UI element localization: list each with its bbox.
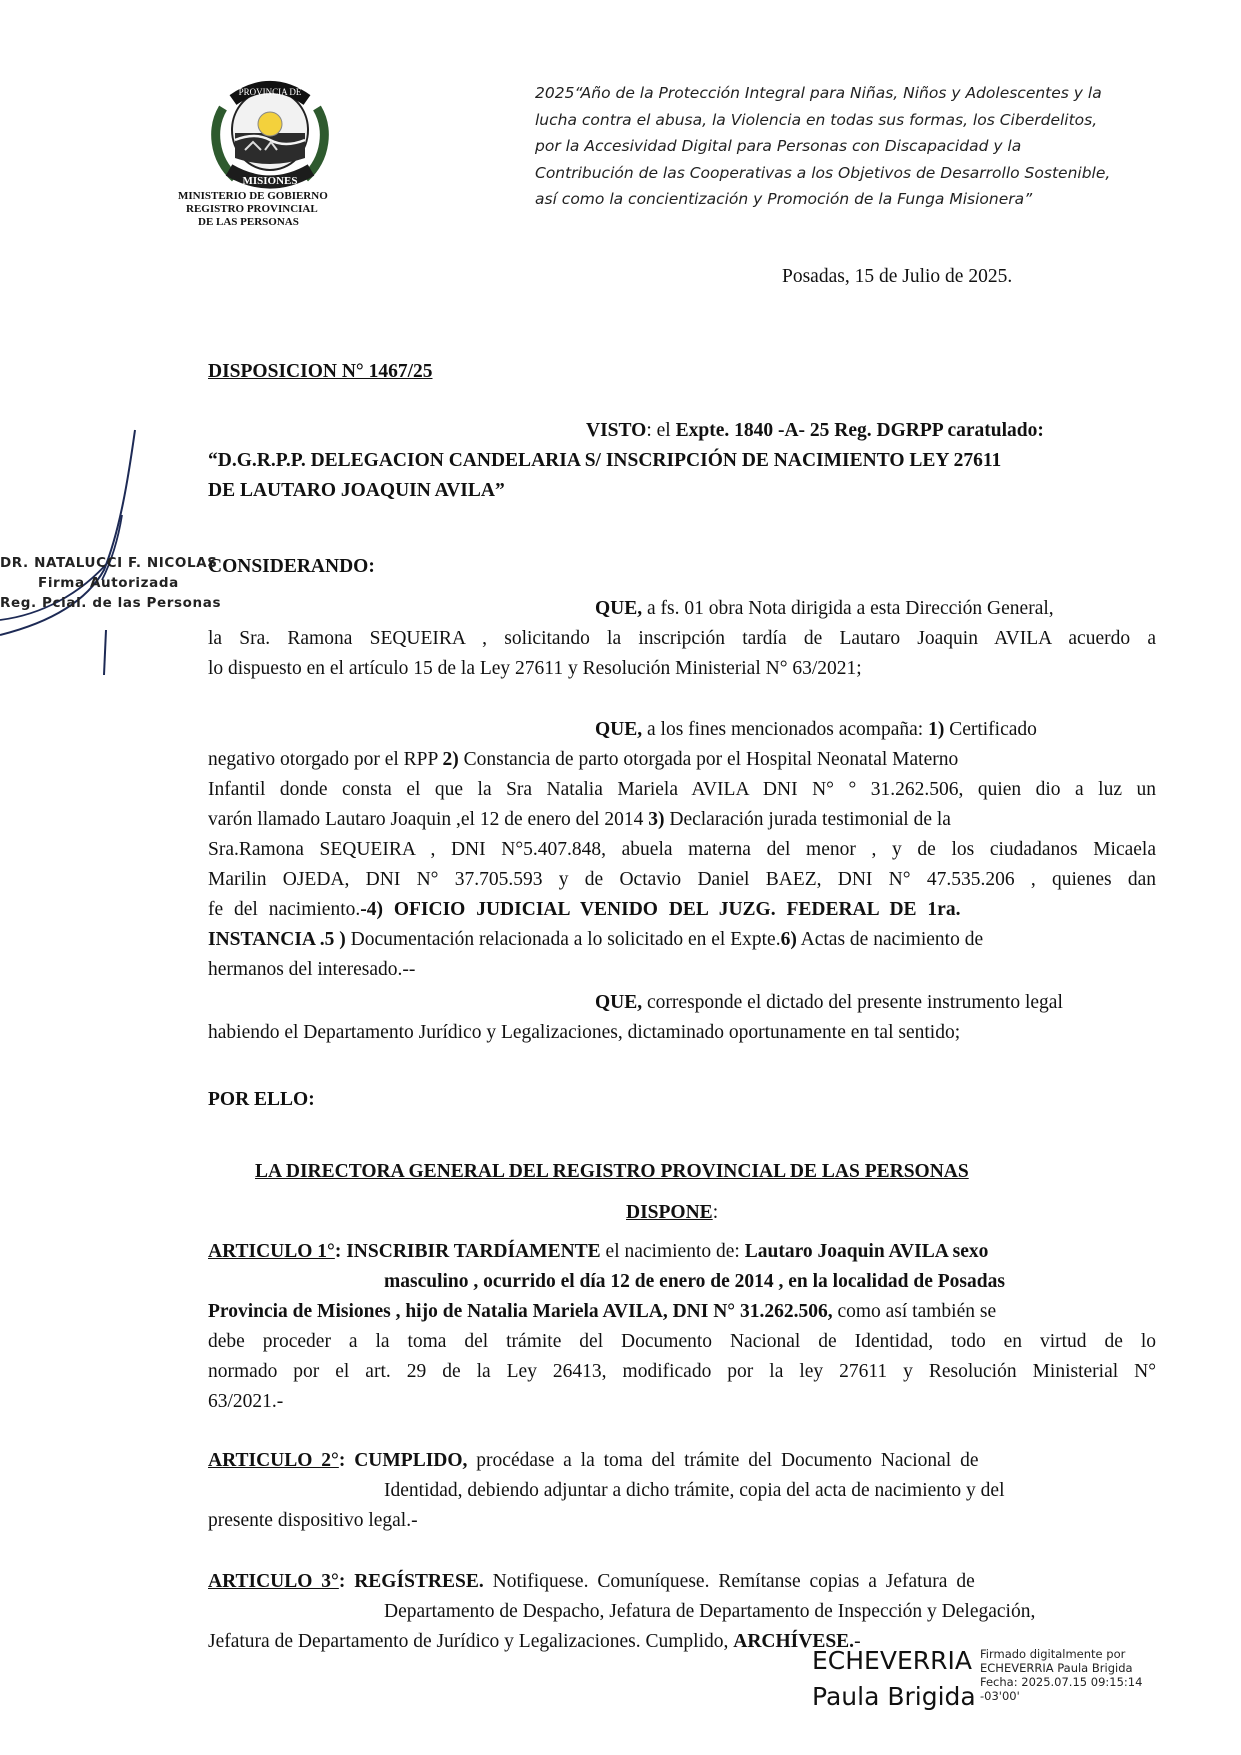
ministry-line: DE LAS PERSONAS	[198, 216, 299, 228]
document-date: Posadas, 15 de Julio de 2025.	[782, 266, 1013, 287]
motto-line: 2025“Año de la Protección Integral para Niñas, Niños y Adolescentes y la	[535, 84, 1102, 102]
motto-line: por la Accesividad Digital para Personas con Discapacidad y la	[535, 137, 1022, 155]
article-text: procédase a la toma del trámite del Documento Nacional de	[467, 1450, 979, 1471]
item-number: 3)	[648, 809, 665, 830]
motto-line: así como la concientización y Promoción de la Funga Misionera”	[535, 190, 1033, 208]
ministry-line: MINISTERIO DE GOBIERNO	[178, 190, 328, 202]
dispone-colon: :	[712, 1202, 719, 1223]
paragraph-text: a los fines mencionados acompaña:	[642, 719, 929, 740]
article-2-line-3: presente dispositivo legal.-	[208, 1510, 418, 1531]
article-colon: :	[338, 1450, 346, 1471]
paragraph-3-line-1	[595, 988, 1063, 1018]
svg-text:MISIONES: MISIONES	[242, 175, 298, 187]
directora-heading: LA DIRECTORA GENERAL DEL REGISTRO PROVINCIAL DE LAS PERSONAS	[255, 1161, 969, 1182]
article-1-label: ARTICULO 1°	[208, 1241, 335, 1262]
signature-meta-line: Firmado digitalmente por	[980, 1647, 1126, 1661]
year-motto	[535, 80, 1175, 213]
article-text: Jefatura de Departamento de Jurídico y Legalizaciones. Cumplido,	[208, 1631, 734, 1652]
paragraph-2-line-8	[208, 925, 1156, 955]
item-number: 1)	[928, 719, 945, 740]
article-2-action: CUMPLIDO,	[345, 1450, 468, 1471]
svg-text:PROVINCIA DE: PROVINCIA DE	[238, 87, 302, 97]
motto-line: Contribución de las Cooperativas a los Objetivos de Desarrollo Sostenible,	[535, 163, 1111, 182]
handwritten-initial-mark	[0, 420, 150, 680]
article-text: como así también se	[832, 1301, 997, 1322]
paragraph-2-line-4	[208, 805, 1156, 835]
paragraph-text: Constancia de parto otorgada por el Hospital Neonatal Materno	[458, 749, 959, 770]
expediente-number: Expte. 1840 -A- 25 Reg. DGRPP	[675, 420, 943, 441]
visto-line-1	[586, 416, 1044, 446]
paragraph-text: Documentación relacionada a lo solicitado en el Expte.	[345, 929, 781, 950]
dispone-label: DISPONE	[626, 1202, 713, 1223]
stamp-line: Reg. Pcial. de las Personas	[0, 595, 222, 611]
article-colon: :	[338, 1571, 346, 1592]
disposition-title: DISPOSICION N° 1467/25	[208, 361, 433, 382]
article-1-line-2: masculino , ocurrido el día 12 de enero de 2014 , en la localidad de Posadas	[384, 1271, 1005, 1292]
visto-line-2: “D.G.R.P.P. DELEGACION CANDELARIA S/ INSCRIPCIÓN DE NACIMIENTO LEY 27611	[208, 450, 1002, 471]
paragraph-2-line-9: hermanos del interesado.--	[208, 959, 416, 980]
paragraph-text: a fs. 01 obra Nota dirigida a esta Dirección General,	[642, 598, 1054, 619]
article-colon: :	[334, 1241, 342, 1262]
article-text: -	[854, 1631, 861, 1652]
archivese-label: ARCHÍVESE.	[733, 1631, 855, 1652]
article-1-action: INSCRIBIR TARDÍAMENTE	[341, 1241, 601, 1262]
paragraph-text: fe del nacimiento.	[208, 899, 361, 920]
article-1-line-5: normado por el art. 29 de la Ley 26413, modificado por la ley 27611 y Resolución Ministerial N°	[208, 1361, 1156, 1382]
visto-text: : el	[646, 420, 676, 441]
item-number: 2)	[442, 749, 459, 770]
article-1-name: Lautaro Joaquin AVILA sexo	[744, 1241, 989, 1262]
oficio-judicial: -4) OFICIO JUDICIAL VENIDO DEL JUZG. FEDERAL DE 1ra.	[360, 899, 961, 920]
article-2-line-1	[208, 1446, 1156, 1476]
dispone-heading	[626, 1198, 718, 1228]
article-1-line-6: 63/2021.-	[208, 1391, 284, 1412]
article-3-label: ARTICULO 3°	[208, 1571, 339, 1592]
article-1-line-1	[208, 1237, 1156, 1267]
paragraph-2-line-7	[208, 895, 1156, 925]
paragraph-2-line-3: Infantil donde consta el que la Sra Natalia Mariela AVILA DNI N° ° 31.262.506, quien dio a luz un	[208, 779, 1156, 800]
paragraph-text: corresponde el dictado del presente instrumento legal	[642, 992, 1063, 1013]
paragraph-1-line-2: la Sra. Ramona SEQUEIRA , solicitando la inscripción tardía de Lautaro Joaquin AVILA acuerdo a	[208, 628, 1156, 649]
provincial-seal	[205, 78, 335, 190]
paragraph-3-line-2: habiendo el Departamento Jurídico y Legalizaciones, dictaminado oportunamente en tal sentido;	[208, 1022, 961, 1043]
signer-surname: ECHEVERRIA	[812, 1646, 972, 1675]
article-2-line-2: Identidad, debiendo adjuntar a dicho trámite, copia del acta de nacimiento y del	[384, 1480, 1005, 1501]
digital-signature	[812, 1645, 1172, 1745]
article-1-details: Provincia de Misiones , hijo de Natalia Mariela AVILA, DNI N° 31.262.506,	[208, 1301, 833, 1322]
authorized-signature-stamp	[0, 553, 230, 613]
stamp-line: Firma Autorizada	[38, 575, 179, 591]
paragraph-1-line-3: lo dispuesto en el artículo 15 de la Ley 27611 y Resolución Ministerial N° 63/2021;	[208, 658, 862, 679]
misiones-seal-icon	[205, 78, 335, 190]
que-label: QUE,	[595, 598, 643, 619]
motto-line: lucha contra el abusa, la Violencia en todas sus formas, los Ciberdelitos,	[535, 110, 1098, 129]
ministry-line: REGISTRO PROVINCIAL	[186, 203, 318, 215]
paragraph-text: Actas de nacimiento de	[796, 929, 984, 950]
signer-given-names: Paula Brigida	[812, 1682, 976, 1711]
paragraph-2-line-2	[208, 745, 1156, 775]
article-1-line-3	[208, 1297, 1156, 1327]
stamp-line: DR. NATALUCCI F. NICOLAS	[0, 555, 218, 571]
paragraph-2-line-6: Marilin OJEDA, DNI N° 37.705.593 y de Octavio Daniel BAEZ, DNI N° 47.535.206 , quienes dan	[208, 869, 1156, 890]
paragraph-text: negativo otorgado por el RPP	[208, 749, 443, 770]
signature-metadata	[980, 1647, 1142, 1703]
article-3-action: REGÍSTRESE.	[345, 1571, 484, 1592]
visto-line-3: DE LAUTARO JOAQUIN AVILA”	[208, 480, 505, 501]
paragraph-2-line-1	[595, 715, 1037, 745]
article-3-line-1	[208, 1567, 1156, 1597]
paragraph-text: Declaración jurada testimonial de la	[664, 809, 951, 830]
por-ello-label: POR ELLO:	[208, 1089, 315, 1110]
que-label: QUE,	[595, 719, 643, 740]
article-1-line-4: debe proceder a la toma del trámite del Documento Nacional de Identidad, todo en virtud de lo	[208, 1331, 1156, 1352]
signature-meta-line: -03'00'	[980, 1689, 1020, 1703]
item-number: INSTANCIA .5 )	[208, 929, 346, 950]
article-text: Notifiquese. Comuníquese. Remítanse copias a Jefatura de	[483, 1571, 975, 1592]
signature-meta-line: ECHEVERRIA Paula Brigida	[980, 1661, 1133, 1675]
que-label: QUE,	[595, 992, 643, 1013]
article-2-label: ARTICULO 2°	[208, 1450, 339, 1471]
article-text: el nacimiento de:	[600, 1241, 745, 1262]
visto-label: VISTO	[586, 420, 647, 441]
article-3-line-2: Departamento de Despacho, Jefatura de Departamento de Inspección y Delegación,	[384, 1601, 1036, 1622]
visto-caratulado: caratulado:	[942, 420, 1044, 441]
item-number: 6)	[780, 929, 797, 950]
ministry-heading	[178, 190, 378, 229]
paragraph-text: varón llamado Lautaro Joaquin ,el 12 de enero del 2014	[208, 809, 649, 830]
signature-meta-line: Fecha: 2025.07.15 09:15:14	[980, 1675, 1143, 1689]
paragraph-1-line-1	[595, 594, 1054, 624]
paragraph-2-line-5: Sra.Ramona SEQUEIRA , DNI N°5.407.848, abuela materna del menor , y de los ciudadanos Micaela	[208, 839, 1156, 860]
considerando-label: CONSIDERANDO:	[208, 556, 375, 577]
paragraph-text: Certificado	[944, 719, 1037, 740]
